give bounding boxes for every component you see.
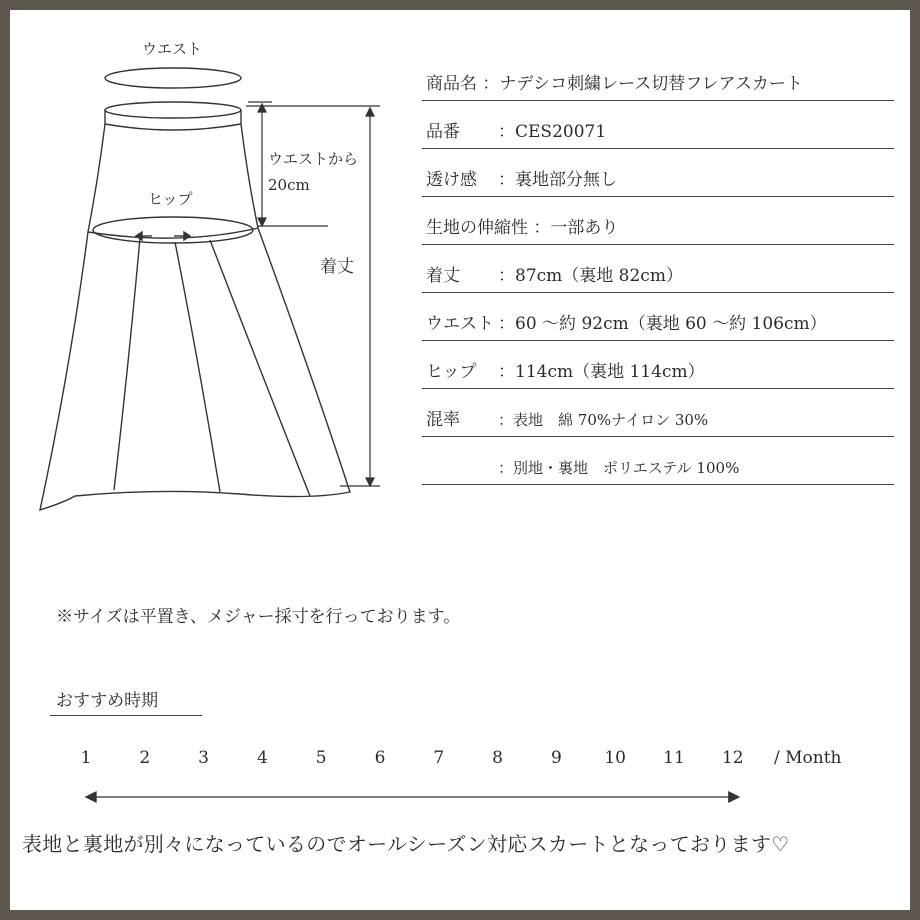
hip-label: ヒップ <box>148 190 193 208</box>
spec-key: 透け感 <box>426 170 477 190</box>
spec-sep: ： <box>533 218 551 238</box>
footer-message: 表地と裏地が別々になっているのでオールシーズン対応スカートとなっております♡ <box>22 832 790 856</box>
month-9: 9 <box>550 748 562 768</box>
from-waist-line2: 20cm <box>268 176 310 194</box>
month-8: 8 <box>492 748 503 768</box>
season-range-arrow <box>10 10 910 910</box>
range-arrow-left <box>86 792 96 802</box>
month-10: 10 <box>604 748 626 768</box>
season-title: おすすめ時期 <box>56 691 159 711</box>
spec-value: CES20071 <box>515 122 607 142</box>
spec-key: ヒップ <box>426 362 477 382</box>
spec-key: 着丈 <box>426 266 460 286</box>
spec-sep: ： <box>498 362 515 382</box>
product-size-card <box>10 10 910 910</box>
spec-value: 87cm（裏地 82cm） <box>515 266 683 286</box>
range-arrow-right <box>729 792 739 802</box>
spec-value: 表地 綿 70%ナイロン 30% <box>513 411 709 429</box>
length-label: 着丈 <box>320 257 354 277</box>
month-12: 12 <box>721 748 744 768</box>
from-waist-line1: ウエストから <box>268 150 359 168</box>
month-5: 5 <box>315 748 327 768</box>
spec-key: ウエスト <box>426 314 494 334</box>
month-1: 1 <box>80 748 92 768</box>
spec-value: 裏地部分無し <box>515 170 617 190</box>
measurement-note: ※サイズは平置き、メジャー採寸を行っております。 <box>56 607 461 627</box>
spec-value: 一部あり <box>550 218 619 238</box>
spec-sep: ： <box>498 266 515 286</box>
spec-key: 品番 <box>426 122 460 142</box>
month-3: 3 <box>198 748 209 768</box>
month-7: 7 <box>433 748 445 768</box>
spec-sep: ： <box>482 74 500 94</box>
spec-sep: ： <box>498 411 514 429</box>
spec-sep: ： <box>498 459 514 477</box>
spec-sep: ： <box>498 170 515 190</box>
spec-value: 60 〜約 92cm（裏地 60 〜約 106cm） <box>515 314 827 334</box>
month-2: 2 <box>139 748 151 768</box>
spec-sep: ： <box>498 122 515 142</box>
month-4: 4 <box>256 748 268 768</box>
spec-key: 生地の伸縮性 <box>426 218 528 238</box>
spec-value: ナデシコ刺繍レース切替フレアスカート <box>499 74 803 94</box>
spec-sep: ： <box>498 314 515 334</box>
spec-key: 商品名 <box>426 74 477 94</box>
spec-value: 114cm（裏地 114cm） <box>515 362 705 382</box>
month-6: 6 <box>374 748 386 768</box>
spec-value: 別地・裏地 ポリエステル 100% <box>513 459 740 477</box>
waist-label: ウエスト <box>142 40 203 58</box>
month-11: 11 <box>663 748 685 768</box>
spec-key: 混率 <box>426 410 460 430</box>
month-unit: / Month <box>774 748 842 768</box>
